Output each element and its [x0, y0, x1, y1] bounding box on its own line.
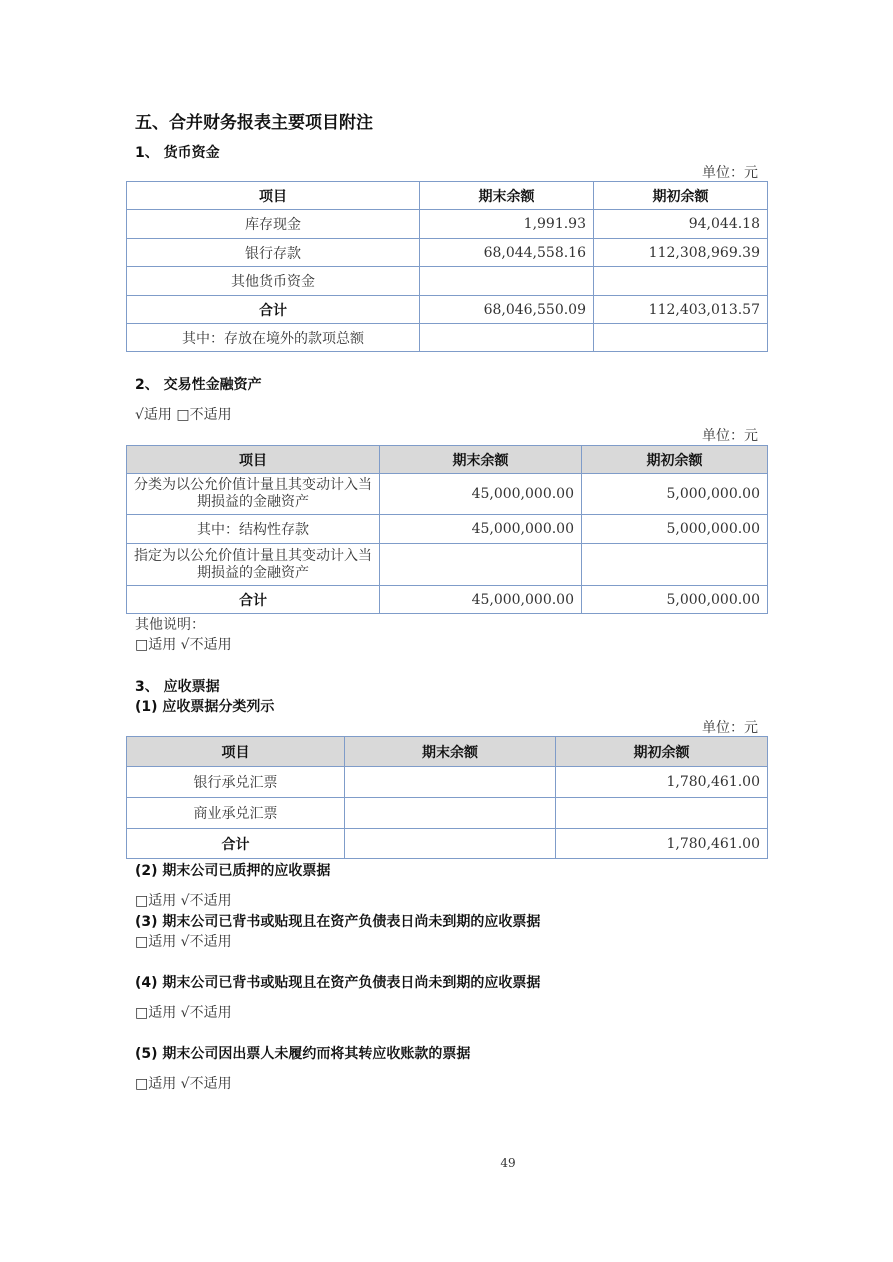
table-total-row: [127, 829, 768, 859]
row-end: 45,000,000.00: [380, 586, 582, 614]
row-begin: [594, 324, 768, 352]
row-begin: 1,780,461.00: [556, 829, 768, 859]
section-3-sub2-applicability: □适用 √不适用: [135, 893, 232, 909]
cash-table: [126, 181, 768, 352]
section-3-sub2-title: (2) 期末公司已质押的应收票据: [135, 863, 331, 879]
section-3-unit: 单位：元: [702, 720, 758, 736]
header-end-balance: 期末余额: [380, 446, 582, 474]
row-end: [420, 267, 594, 296]
header-begin-balance: 期初余额: [556, 737, 768, 767]
row-end: [345, 767, 556, 798]
row-item: 指定为以公允价值计量且其变动计入当期损益的金融资产: [127, 544, 380, 586]
section-3-sub3-applicability: □适用 √不适用: [135, 934, 232, 950]
table-row: [127, 239, 768, 267]
header-item: 项目: [127, 182, 420, 210]
table-header-row: [127, 737, 768, 767]
table-row: [127, 474, 768, 515]
section-3-sub3-title: (3) 期末公司已背书或贴现且在资产负债表日尚未到期的应收票据: [135, 914, 541, 930]
row-begin: [594, 267, 768, 296]
other-note-applicability: □适用 √不适用: [135, 637, 232, 653]
row-end: 45,000,000.00: [380, 474, 582, 515]
other-note-label: 其他说明：: [135, 617, 205, 633]
row-begin: 112,403,013.57: [594, 296, 768, 324]
row-end: [345, 798, 556, 829]
section-3-sub1-title: (1) 应收票据分类列示: [135, 699, 275, 715]
notes-receivable-table: [126, 736, 768, 859]
page-number: 49: [500, 1156, 516, 1170]
row-begin: 5,000,000.00: [582, 515, 768, 544]
row-begin: 5,000,000.00: [582, 586, 768, 614]
row-item: 合计: [127, 829, 345, 859]
row-end: [420, 324, 594, 352]
header-end-balance: 期末余额: [345, 737, 556, 767]
row-begin: 94,044.18: [594, 210, 768, 239]
row-end: 68,046,550.09: [420, 296, 594, 324]
section-2-title: 2、 交易性金融资产: [135, 377, 262, 393]
section-3-sub5-title: (5) 期末公司因出票人未履约而将其转应收账款的票据: [135, 1046, 471, 1062]
section-3-sub5-applicability: □适用 √不适用: [135, 1076, 232, 1092]
row-item: 库存现金: [127, 210, 420, 239]
section-3-title: 3、 应收票据: [135, 679, 220, 695]
section-1-title: 1、 货币资金: [135, 145, 220, 161]
row-item: 其中：存放在境外的款项总额: [127, 324, 420, 352]
table-row: [127, 267, 768, 296]
row-begin: 1,780,461.00: [556, 767, 768, 798]
header-begin-balance: 期初余额: [582, 446, 768, 474]
section-1-unit: 单位：元: [702, 165, 758, 181]
row-end: [345, 829, 556, 859]
row-begin: [582, 544, 768, 586]
header-end-balance: 期末余额: [420, 182, 594, 210]
table-total-row: [127, 586, 768, 614]
page-heading: 五、合并财务报表主要项目附注: [135, 113, 373, 133]
table-header-row: [127, 182, 768, 210]
row-end: 1,991.93: [420, 210, 594, 239]
row-item: 银行承兑汇票: [127, 767, 345, 798]
row-item: 合计: [127, 586, 380, 614]
header-begin-balance: 期初余额: [594, 182, 768, 210]
row-item: 其中：结构性存款: [127, 515, 380, 544]
table-row: [127, 798, 768, 829]
table-total-row: [127, 296, 768, 324]
row-item: 其他货币资金: [127, 267, 420, 296]
header-item: 项目: [127, 446, 380, 474]
section-3-sub4-title: (4) 期末公司已背书或贴现且在资产负债表日尚未到期的应收票据: [135, 975, 541, 991]
section-3-sub4-applicability: □适用 √不适用: [135, 1005, 232, 1021]
row-begin: [556, 798, 768, 829]
row-end: 45,000,000.00: [380, 515, 582, 544]
row-item: 分类为以公允价值计量且其变动计入当期损益的金融资产: [127, 474, 380, 515]
section-2-applicability: √适用 □不适用: [135, 407, 232, 423]
trading-assets-table: [126, 445, 768, 614]
table-row: [127, 515, 768, 544]
table-row: [127, 544, 768, 586]
section-2-unit: 单位：元: [702, 428, 758, 444]
row-begin: 112,308,969.39: [594, 239, 768, 267]
table-row: [127, 767, 768, 798]
row-end: 68,044,558.16: [420, 239, 594, 267]
header-item: 项目: [127, 737, 345, 767]
row-begin: 5,000,000.00: [582, 474, 768, 515]
row-end: [380, 544, 582, 586]
row-item: 银行存款: [127, 239, 420, 267]
table-row: [127, 324, 768, 352]
table-row: [127, 210, 768, 239]
row-item: 合计: [127, 296, 420, 324]
table-header-row: [127, 446, 768, 474]
row-item: 商业承兑汇票: [127, 798, 345, 829]
